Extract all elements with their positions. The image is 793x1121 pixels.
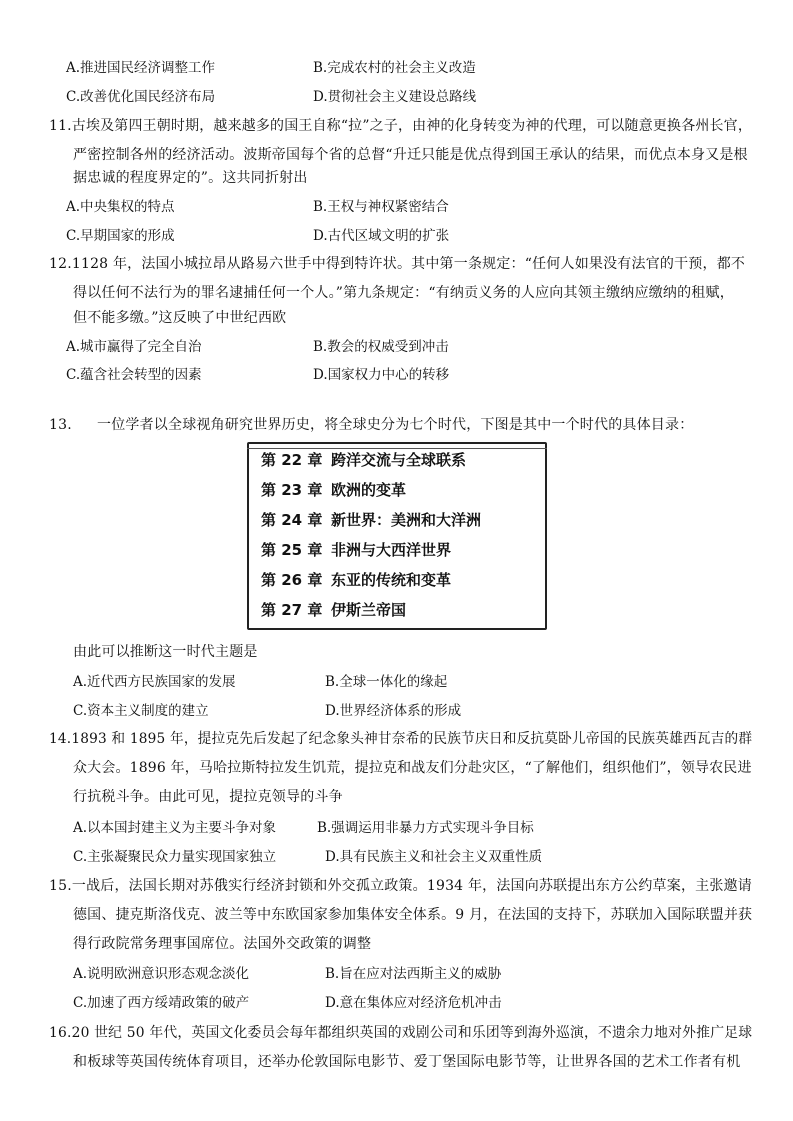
q14-option-a: A.以本国封建主义为主要斗争对象: [73, 820, 277, 836]
toc-row: [261, 540, 451, 560]
q16-stem-line-1: 16.20 世纪 50 年代，英国文化委员会每年都组织英国的戏剧公司和乐团等到海外巡演，不遗余力地对外推广足球: [49, 1025, 753, 1041]
q13-stem: 一位学者以全球视角研究世界历史，将全球史分为七个时代，下图是其中一个时代的具体目录：: [97, 417, 694, 433]
q11-stem-line-1: 11.古埃及第四王朝时期，越来越多的国王自称“拉”之子，由神的化身转变为神的代理，可以随意更换各州长官，: [49, 118, 753, 134]
toc-row: [261, 510, 481, 530]
q11-option-a: A.中央集权的特点: [66, 199, 175, 215]
q11-option-d: D.古代区域文明的扩张: [313, 228, 450, 244]
q12-stem-line-1: 12.1128 年，法国小城拉昂从路易六世手中得到特许状。其中第一条规定：“任何人如果没有法官的干预，都不: [49, 256, 746, 272]
q11-option-c: C.早期国家的形成: [66, 228, 175, 244]
q10-option-b: B.完成农村的社会主义改造: [313, 60, 476, 76]
toc-title: 跨洋交流与全球联系: [331, 451, 467, 469]
q14-option-b: B.强调运用非暴力方式实现斗争目标: [317, 820, 534, 836]
q12-option-a: A.城市赢得了完全自治: [66, 339, 202, 355]
q15-stem-line-2: 德国、捷克斯洛伐克、波兰等中东欧国家参加集体安全体系。9 月，在法国的支持下，苏联加入国际联盟并获: [73, 907, 753, 923]
q15-option-d: D.意在集体应对经济危机冲击: [325, 995, 502, 1011]
q14-option-c: C.主张凝聚民众力量实现国家独立: [73, 849, 277, 865]
q13-number: 13.: [49, 417, 72, 433]
q12-stem-line-2: 得以任何不法行为的罪名逮捕任何一个人。”第九条规定：“有纳贡义务的人应向其领主缴纳应缴纳的租赋，: [73, 285, 734, 301]
q15-stem-line-1: 15.一战后，法国长期对苏俄实行经济封锁和外交孤立政策。1934 年，法国向苏联提出东方公约草案，主张邀请: [49, 878, 752, 894]
q15-option-b: B.旨在应对法西斯主义的威胁: [325, 966, 502, 982]
q13-option-d: D.世界经济体系的形成: [325, 703, 462, 719]
toc-chapter: 第 25 章: [261, 541, 323, 559]
toc-chapter: 第 23 章: [261, 481, 323, 499]
q14-stem-line-3: 行抗税斗争。由此可见，提拉克领导的斗争: [73, 789, 343, 805]
q12-option-b: B.教会的权威受到冲击: [313, 339, 449, 355]
toc-row: [261, 600, 406, 620]
toc-chapter: 第 22 章: [261, 451, 323, 469]
q14-option-d: D.具有民族主义和社会主义双重性质: [325, 849, 543, 865]
q13-option-b: B.全球一体化的缘起: [325, 674, 448, 690]
q10-option-a: A.推进国民经济调整工作: [66, 60, 216, 76]
q12-option-d: D.国家权力中心的转移: [313, 367, 450, 383]
toc-chapter: 第 27 章: [261, 601, 323, 619]
q11-option-b: B.王权与神权紧密结合: [313, 199, 449, 215]
toc-row: [261, 570, 451, 590]
q12-option-c: C.蕴含社会转型的因素: [66, 367, 202, 383]
toc-row: [261, 480, 406, 500]
toc-title: 伊斯兰帝国: [331, 601, 407, 619]
toc-title: 东亚的传统和变革: [331, 571, 452, 589]
toc-row: [261, 450, 466, 470]
q13-question: 由此可以推断这一时代主题是: [73, 644, 258, 660]
q10-option-c: C.改善优化国民经济布局: [66, 89, 216, 105]
q10-option-d: D.贯彻社会主义建设总路线: [313, 89, 477, 105]
q12-stem-line-3: 但不能多缴。”这反映了中世纪西欧: [73, 310, 287, 326]
q11-stem-line-2: 严密控制各州的经济活动。波斯帝国每个省的总督“升迁只能是优点得到国王承认的结果，而优点本身又是根: [73, 147, 748, 163]
q15-option-a: A.说明欧洲意识形态观念淡化: [73, 966, 250, 982]
q13-option-a: A.近代西方民族国家的发展: [73, 674, 236, 690]
q11-stem-line-3: 据忠诚的程度界定的”。这共同折射出: [73, 170, 308, 186]
q15-option-c: C.加速了西方绥靖政策的破产: [73, 995, 250, 1011]
toc-title: 新世界：美洲和大洋洲: [331, 511, 482, 529]
q16-stem-line-2: 和板球等英国传统体育项目，还举办伦敦国际电影节、爱丁堡国际电影节等，让世界各国的艺术工作者有机: [73, 1054, 741, 1070]
q13-option-c: C.资本主义制度的建立: [73, 703, 209, 719]
toc-chapter: 第 26 章: [261, 571, 323, 589]
table-of-contents-box: [247, 442, 547, 630]
q14-stem-line-1: 14.1893 和 1895 年，提拉克先后发起了纪念象头神甘奈希的民族节庆日和反抗莫卧儿帝国的民族英雄西瓦吉的群: [49, 731, 753, 747]
toc-chapter: 第 24 章: [261, 511, 323, 529]
toc-title: 欧洲的变革: [331, 481, 407, 499]
q15-stem-line-3: 得行政院常务理事国席位。法国外交政策的调整: [73, 936, 372, 952]
q14-stem-line-2: 众大会。1896 年，马哈拉斯特拉发生饥荒，提拉克和战友们分赴灾区，“了解他们，组织他们”，领导农民进: [73, 760, 752, 776]
toc-title: 非洲与大西洋世界: [331, 541, 452, 559]
